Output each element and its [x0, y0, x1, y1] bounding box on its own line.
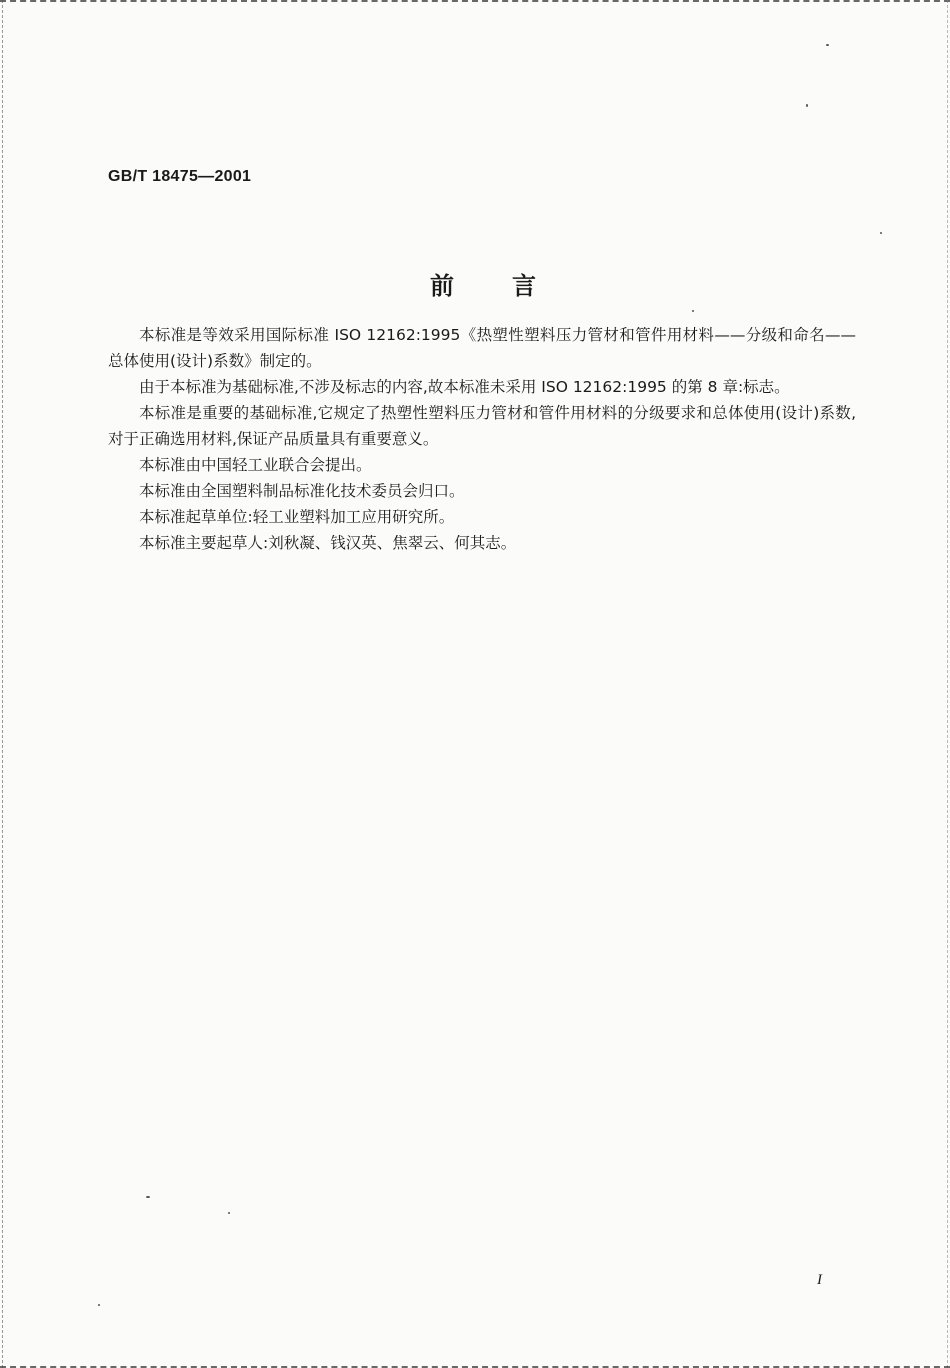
scan-speck [146, 1196, 150, 1198]
scan-speck [692, 310, 694, 312]
scan-speck [228, 1212, 230, 1214]
foreword-body [108, 322, 856, 556]
paragraph: 本标准由全国塑料制品标准化技术委员会归口。 [139, 482, 465, 500]
paragraph: 本标准起草单位:轻工业塑料加工应用研究所。 [139, 508, 455, 526]
paragraph: 本标准由中国轻工业联合会提出。 [139, 456, 372, 474]
paragraph: 本标准主要起草人:刘秋凝、钱汉英、焦翠云、何其志。 [139, 534, 517, 552]
standard-code: GB/T 18475—2001 [108, 168, 252, 185]
scan-speck [98, 1304, 100, 1306]
paragraph: 本标准是等效采用国际标准 ISO 12162:1995《热塑性塑料压力管材和管件用材料——分级和命名——总体使用(设计)系数》制定的。 [108, 326, 856, 370]
paragraph: 由于本标准为基础标准,不涉及标志的内容,故本标准未采用 ISO 12162:1995 的第 8 章:标志。 [139, 378, 790, 396]
scan-edge-top [0, 0, 950, 6]
page-number: I [817, 1272, 822, 1288]
scan-speck [806, 104, 808, 107]
paragraph: 本标准是重要的基础标准,它规定了热塑性塑料压力管材和管件用材料的分级要求和总体使用(设计)系数,对于正确选用材料,保证产品质量具有重要意义。 [108, 404, 856, 448]
scan-speck [826, 44, 829, 46]
scan-edge-bottom [0, 1360, 950, 1368]
scan-edge-right [942, 0, 948, 1368]
scan-speck [880, 232, 882, 234]
section-title: 前言 [430, 272, 594, 300]
scan-edge-left [2, 0, 8, 1368]
